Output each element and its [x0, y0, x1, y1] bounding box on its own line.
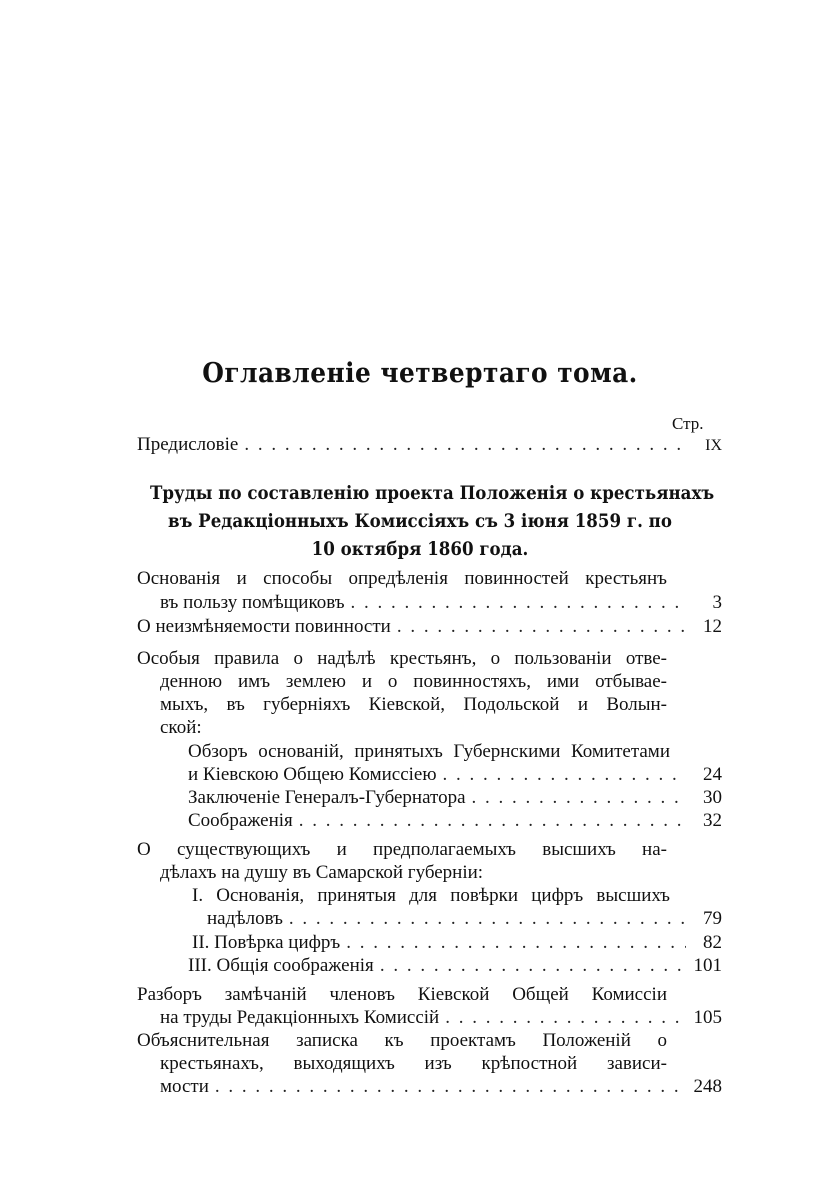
toc-entry-preface[interactable] [137, 434, 722, 456]
toc-page-number: 3 [712, 592, 722, 613]
toc-entry-line: дѣлахъ на душу въ Самарской губерніи: [160, 862, 484, 883]
leader-dots [299, 810, 686, 832]
toc-page-number: 101 [693, 955, 722, 976]
toc-page-number: 24 [703, 764, 722, 785]
toc-subentry-verification[interactable] [192, 932, 722, 954]
toc-entry-line: ской: [160, 717, 202, 738]
toc-entry-line: денною имъ землею и о повинностяхъ, ими отбывае- [160, 671, 667, 692]
toc-entry-review-remarks[interactable] [160, 1007, 722, 1029]
toc-entry-text: III. Общія соображенія [188, 955, 374, 976]
toc-subentry-line: Обзоръ основаній, принятыхъ Губернскими Комитетами [188, 741, 670, 762]
toc-entry-text: Заключеніе Генералъ-Губернатора [188, 787, 466, 808]
toc-subentry-review[interactable] [188, 764, 722, 786]
toc-entry-text: на труды Редакціонныхъ Комиссій [160, 1007, 440, 1028]
toc-entry-text: Предисловіе [137, 434, 239, 455]
toc-entry-line: Объяснительная записка къ проектамъ Положеній о [137, 1030, 667, 1051]
toc-subentry-conclusion[interactable] [188, 787, 722, 809]
section-heading-line: въ Редакціонныхъ Комиссіяхъ съ 3 іюня 1859 г. по [168, 511, 672, 532]
page-column-label: Стр. [672, 414, 704, 433]
toc-entry-line: Разборъ замѣчаній членовъ Кіевской Общей Комиссіи [137, 984, 667, 1005]
page-title: Оглавленіе четвертаго тома. [202, 358, 638, 389]
leader-dots [346, 932, 686, 954]
toc-page-number: 30 [703, 787, 722, 808]
toc-page-number: 105 [693, 1007, 722, 1028]
toc-entry-text: II. Повѣрка цифръ [192, 932, 341, 953]
leader-dots [380, 955, 686, 977]
toc-subentry-bases[interactable] [207, 908, 722, 930]
toc-entry-text: въ пользу помѣщиковъ [160, 592, 345, 613]
toc-entry-text: надѣловъ [207, 908, 283, 929]
toc-page-number: 248 [693, 1076, 722, 1097]
toc-entry-text: и Кіевскою Общею Комиссіею [188, 764, 437, 785]
leader-dots [443, 764, 686, 786]
toc-entry-line: крестьянахъ, выходящихъ изъ крѣпостной зависи- [160, 1053, 667, 1074]
section-heading [120, 480, 720, 564]
toc-entry-obligations-bases[interactable] [160, 592, 722, 614]
toc-entry-text: Соображенія [188, 810, 293, 831]
leader-dots [397, 616, 686, 638]
toc-entry-explanatory-note[interactable] [160, 1076, 722, 1098]
toc-subentry-general[interactable] [188, 955, 722, 977]
section-heading-line: 10 октября 1860 года. [311, 539, 529, 560]
leader-dots [445, 1007, 686, 1029]
toc-subentry-line: I. Основанія, принятыя для повѣрки цифръ высшихъ [192, 885, 670, 906]
toc-entry-line: Основанія и способы опредѣленія повинностей крестьянъ [137, 568, 667, 589]
section-heading-line: Труды по составленію проекта Положенія о крестьянахъ [150, 483, 715, 504]
toc-subentry-considerations[interactable] [188, 810, 722, 832]
toc-entry-text: О неизмѣняемости повинности [137, 616, 391, 637]
leader-dots [289, 908, 686, 930]
leader-dots [244, 434, 686, 456]
toc-page-number: 12 [703, 616, 722, 637]
toc-page-number: 79 [703, 908, 722, 929]
toc-entry-immutability[interactable] [137, 616, 722, 638]
toc-entry-text: мости [160, 1076, 209, 1097]
toc-page-number: 32 [703, 810, 722, 831]
leader-dots [215, 1076, 686, 1098]
toc-entry-line: мыхъ, въ губерніяхъ Кіевской, Подольской и Волын- [160, 694, 667, 715]
leader-dots [472, 787, 686, 809]
toc-page-number: 82 [703, 932, 722, 953]
toc-entry-line: Особыя правила о надѣлѣ крестьянъ, о пользованіи отве- [137, 648, 667, 669]
toc-page-number: IX [705, 437, 722, 454]
toc-entry-line: О существующихъ и предполагаемыхъ высшихъ на- [137, 839, 667, 860]
leader-dots [351, 592, 686, 614]
